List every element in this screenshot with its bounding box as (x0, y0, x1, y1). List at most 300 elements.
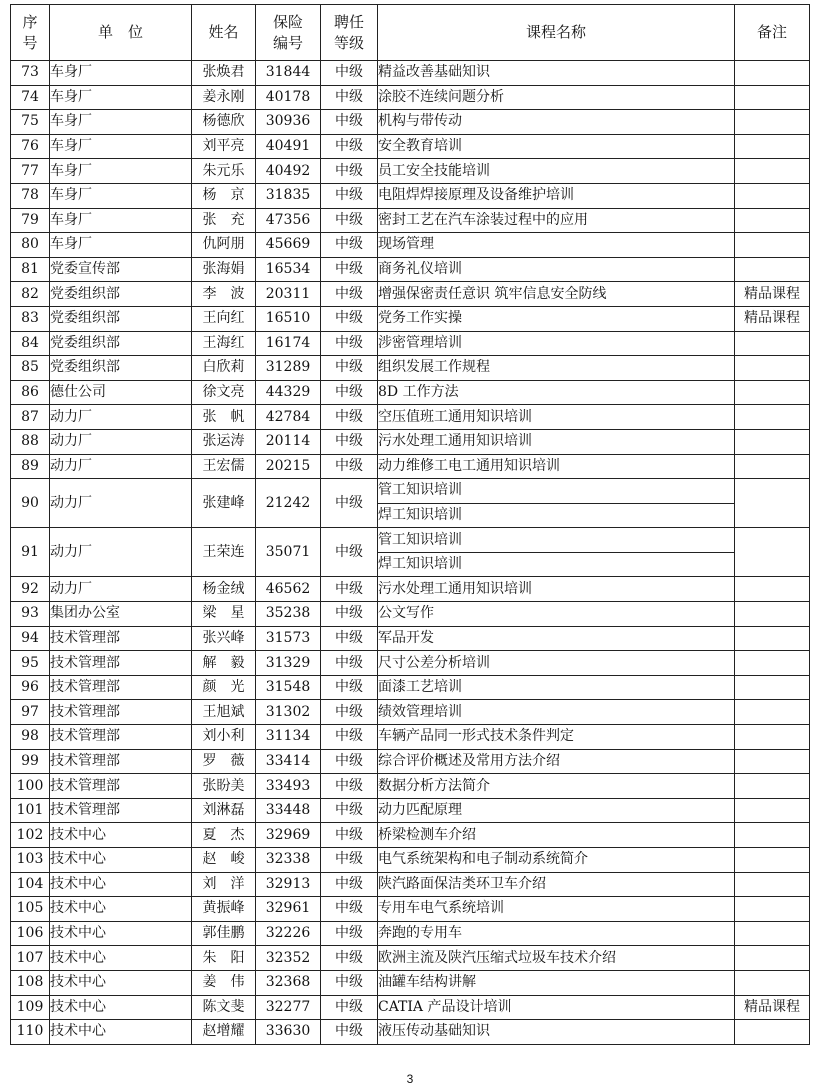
row-course-name: 欧洲主流及陕汽压缩式垃圾车技术介绍 (378, 946, 735, 971)
row-level: 中级 (321, 405, 378, 430)
row-note (735, 454, 810, 479)
table-row (11, 823, 810, 848)
row-insurance-code: 32913 (256, 872, 321, 897)
table-row (11, 602, 810, 627)
row-unit: 车身厂 (50, 183, 192, 208)
row-course-name: 专用车电气系统培训 (378, 897, 735, 922)
row-level: 中级 (321, 1020, 378, 1045)
row-unit: 技术中心 (50, 897, 192, 922)
row-level: 中级 (321, 577, 378, 602)
row-unit: 动力厂 (50, 429, 192, 454)
table-row (11, 331, 810, 356)
row-serial-number: 76 (11, 134, 50, 159)
row-note (735, 970, 810, 995)
row-course-name: 电气系统架构和电子制动系统简介 (378, 848, 735, 873)
row-serial-number: 99 (11, 749, 50, 774)
row-insurance-code: 32226 (256, 921, 321, 946)
row-course-name: 现场管理 (378, 233, 735, 258)
row-insurance-code: 40492 (256, 159, 321, 184)
row-serial-number: 109 (11, 995, 50, 1020)
row-course-name: CATIA 产品设计培训 (378, 995, 735, 1020)
row-level: 中级 (321, 454, 378, 479)
row-level: 中级 (321, 479, 378, 528)
row-note (735, 85, 810, 110)
row-course-name: 综合评价概述及常用方法介绍 (378, 749, 735, 774)
row-unit: 车身厂 (50, 110, 192, 135)
row-insurance-code: 30936 (256, 110, 321, 135)
row-level: 中级 (321, 356, 378, 381)
row-note (735, 651, 810, 676)
row-course-name: 奔跑的专用车 (378, 921, 735, 946)
table-row (11, 380, 810, 405)
row-note: 精品课程 (735, 306, 810, 331)
row-unit: 动力厂 (50, 528, 192, 577)
row-insurance-code: 33448 (256, 798, 321, 823)
row-unit: 动力厂 (50, 405, 192, 430)
row-serial-number: 73 (11, 61, 50, 86)
row-note (735, 183, 810, 208)
table-row (11, 61, 810, 86)
row-unit: 技术管理部 (50, 798, 192, 823)
row-insurance-code: 42784 (256, 405, 321, 430)
row-insurance-code: 31289 (256, 356, 321, 381)
row-serial-number: 107 (11, 946, 50, 971)
row-level: 中级 (321, 921, 378, 946)
row-course-name: 面漆工艺培训 (378, 675, 735, 700)
row-course-name: 组织发展工作规程 (378, 356, 735, 381)
row-serial-number: 104 (11, 872, 50, 897)
row-name: 仇阿朋 (192, 233, 256, 258)
table-row (11, 85, 810, 110)
row-note (735, 749, 810, 774)
row-unit: 德仕公司 (50, 380, 192, 405)
row-course-name: 电阻焊焊接原理及设备维护培训 (378, 183, 735, 208)
row-note (735, 356, 810, 381)
row-unit: 技术管理部 (50, 651, 192, 676)
row-note (735, 528, 810, 577)
row-serial-number: 110 (11, 1020, 50, 1045)
row-level: 中级 (321, 651, 378, 676)
row-name: 张海娟 (192, 257, 256, 282)
row-level: 中级 (321, 380, 378, 405)
row-insurance-code: 31548 (256, 675, 321, 700)
table-row (11, 872, 810, 897)
row-note (735, 208, 810, 233)
row-insurance-code: 33414 (256, 749, 321, 774)
row-insurance-code: 32368 (256, 970, 321, 995)
row-level: 中级 (321, 208, 378, 233)
row-unit: 技术中心 (50, 921, 192, 946)
row-unit: 车身厂 (50, 134, 192, 159)
row-insurance-code: 16510 (256, 306, 321, 331)
row-note (735, 872, 810, 897)
row-level: 中级 (321, 429, 378, 454)
row-level: 中级 (321, 725, 378, 750)
row-note (735, 602, 810, 627)
row-serial-number: 82 (11, 282, 50, 307)
row-insurance-code: 16534 (256, 257, 321, 282)
row-unit: 车身厂 (50, 159, 192, 184)
table-row (11, 626, 810, 651)
row-serial-number: 86 (11, 380, 50, 405)
row-serial-number: 90 (11, 479, 50, 528)
header-course-name: 课程名称 (378, 5, 735, 61)
row-serial-number: 77 (11, 159, 50, 184)
row-serial-number: 94 (11, 626, 50, 651)
row-insurance-code: 33630 (256, 1020, 321, 1045)
row-course-name: 空压值班工通用知识培训 (378, 405, 735, 430)
row-level: 中级 (321, 331, 378, 356)
row-serial-number: 96 (11, 675, 50, 700)
row-serial-number: 85 (11, 356, 50, 381)
row-note (735, 798, 810, 823)
table-body (11, 61, 810, 1045)
row-unit: 技术管理部 (50, 749, 192, 774)
table-row (11, 110, 810, 135)
row-name: 张运涛 (192, 429, 256, 454)
row-name: 张焕君 (192, 61, 256, 86)
table-row (11, 995, 810, 1020)
row-level: 中级 (321, 798, 378, 823)
row-name: 黄振峰 (192, 897, 256, 922)
row-note (735, 946, 810, 971)
row-insurance-code: 31302 (256, 700, 321, 725)
row-unit: 技术中心 (50, 946, 192, 971)
row-course-name: 动力匹配原理 (378, 798, 735, 823)
row-course-name: 尺寸公差分析培训 (378, 651, 735, 676)
row-insurance-code: 31329 (256, 651, 321, 676)
row-note (735, 331, 810, 356)
table-row (11, 749, 810, 774)
row-insurance-code: 20311 (256, 282, 321, 307)
row-name: 王荣连 (192, 528, 256, 577)
table-row (11, 429, 810, 454)
row-serial-number: 101 (11, 798, 50, 823)
row-unit: 党委组织部 (50, 282, 192, 307)
row-unit: 技术管理部 (50, 774, 192, 799)
row-serial-number: 91 (11, 528, 50, 577)
row-serial-number: 100 (11, 774, 50, 799)
row-serial-number: 74 (11, 85, 50, 110)
row-unit: 动力厂 (50, 479, 192, 528)
row-note (735, 700, 810, 725)
row-name: 张 帆 (192, 405, 256, 430)
row-level: 中级 (321, 774, 378, 799)
row-level: 中级 (321, 872, 378, 897)
row-serial-number: 95 (11, 651, 50, 676)
row-course-name: 安全教育培训 (378, 134, 735, 159)
row-name: 刘小利 (192, 725, 256, 750)
row-serial-number: 103 (11, 848, 50, 873)
row-unit: 动力厂 (50, 454, 192, 479)
page-number: 3 (406, 1072, 414, 1086)
table-row (11, 700, 810, 725)
row-unit: 党委组织部 (50, 331, 192, 356)
row-course-name: 液压传动基础知识 (378, 1020, 735, 1045)
row-insurance-code: 31835 (256, 183, 321, 208)
header-note: 备注 (735, 5, 810, 61)
row-serial-number: 88 (11, 429, 50, 454)
row-name: 赵 峻 (192, 848, 256, 873)
row-course-name: 涉密管理培训 (378, 331, 735, 356)
row-level: 中级 (321, 183, 378, 208)
row-name: 刘 洋 (192, 872, 256, 897)
row-unit: 技术中心 (50, 848, 192, 873)
row-serial-number: 102 (11, 823, 50, 848)
row-insurance-code: 16174 (256, 331, 321, 356)
row-course-name: 污水处理工通用知识培训 (378, 429, 735, 454)
row-name: 刘平亮 (192, 134, 256, 159)
row-course-name: 污水处理工通用知识培训 (378, 577, 735, 602)
row-serial-number: 80 (11, 233, 50, 258)
row-insurance-code: 40491 (256, 134, 321, 159)
row-insurance-code: 32352 (256, 946, 321, 971)
row-insurance-code: 31573 (256, 626, 321, 651)
row-level: 中级 (321, 134, 378, 159)
table-row (11, 208, 810, 233)
row-serial-number: 81 (11, 257, 50, 282)
row-level: 中级 (321, 110, 378, 135)
row-level: 中级 (321, 946, 378, 971)
row-unit: 技术管理部 (50, 675, 192, 700)
table-row (11, 356, 810, 381)
row-insurance-code: 31134 (256, 725, 321, 750)
row-unit: 车身厂 (50, 61, 192, 86)
row-course-name: 动力维修工电工通用知识培训 (378, 454, 735, 479)
row-name: 张 充 (192, 208, 256, 233)
table-row (11, 798, 810, 823)
table-row (11, 257, 810, 282)
row-insurance-code: 44329 (256, 380, 321, 405)
row-level: 中级 (321, 602, 378, 627)
table-row (11, 1020, 810, 1045)
row-name: 夏 杰 (192, 823, 256, 848)
table-row (11, 282, 810, 307)
row-level: 中级 (321, 848, 378, 873)
row-course-name: 8D 工作方法 (378, 380, 735, 405)
row-name: 王旭斌 (192, 700, 256, 725)
row-name: 刘淋磊 (192, 798, 256, 823)
row-unit: 党委组织部 (50, 306, 192, 331)
table-row (11, 405, 810, 430)
row-level: 中级 (321, 306, 378, 331)
row-course-name: 油罐车结构讲解 (378, 970, 735, 995)
row-note (735, 921, 810, 946)
row-note (735, 159, 810, 184)
row-course-name: 党务工作实操 (378, 306, 735, 331)
row-name: 王宏儒 (192, 454, 256, 479)
table-row (11, 848, 810, 873)
row-note (735, 257, 810, 282)
row-note (735, 380, 810, 405)
row-serial-number: 78 (11, 183, 50, 208)
row-course-name: 数据分析方法简介 (378, 774, 735, 799)
row-unit: 车身厂 (50, 233, 192, 258)
row-unit: 车身厂 (50, 208, 192, 233)
row-course-name: 管工知识培训 (378, 479, 735, 504)
table-row (11, 528, 810, 553)
row-serial-number: 89 (11, 454, 50, 479)
row-name: 张盼美 (192, 774, 256, 799)
row-insurance-code: 21242 (256, 479, 321, 528)
table-row (11, 233, 810, 258)
row-course-name: 公文写作 (378, 602, 735, 627)
row-name: 杨金绒 (192, 577, 256, 602)
header-unit: 单 位 (50, 5, 192, 61)
row-insurance-code: 35238 (256, 602, 321, 627)
row-name: 杨德欣 (192, 110, 256, 135)
table-row (11, 897, 810, 922)
row-unit: 集团办公室 (50, 602, 192, 627)
course-roster-table (10, 4, 810, 1045)
row-unit: 技术中心 (50, 970, 192, 995)
row-insurance-code: 20114 (256, 429, 321, 454)
row-name: 陈文斐 (192, 995, 256, 1020)
row-insurance-code: 33493 (256, 774, 321, 799)
row-note (735, 110, 810, 135)
row-course-name: 绩效管理培训 (378, 700, 735, 725)
row-unit: 技术管理部 (50, 725, 192, 750)
row-unit: 技术管理部 (50, 700, 192, 725)
row-level: 中级 (321, 159, 378, 184)
row-insurance-code: 32338 (256, 848, 321, 873)
table-row (11, 946, 810, 971)
table-row (11, 970, 810, 995)
row-level: 中级 (321, 823, 378, 848)
row-unit: 技术中心 (50, 1020, 192, 1045)
row-name: 杨 京 (192, 183, 256, 208)
row-course-name: 焊工知识培训 (378, 503, 735, 528)
row-unit: 动力厂 (50, 577, 192, 602)
row-insurance-code: 32969 (256, 823, 321, 848)
row-unit: 党委组织部 (50, 356, 192, 381)
row-name: 罗 薇 (192, 749, 256, 774)
row-name: 姜 伟 (192, 970, 256, 995)
row-serial-number: 84 (11, 331, 50, 356)
row-course-name: 增强保密责任意识 筑牢信息安全防线 (378, 282, 735, 307)
row-level: 中级 (321, 85, 378, 110)
row-serial-number: 105 (11, 897, 50, 922)
table-row (11, 306, 810, 331)
table-row (11, 774, 810, 799)
row-level: 中级 (321, 700, 378, 725)
row-serial-number: 87 (11, 405, 50, 430)
row-note (735, 479, 810, 528)
row-insurance-code: 35071 (256, 528, 321, 577)
row-insurance-code: 32277 (256, 995, 321, 1020)
row-name: 王向红 (192, 306, 256, 331)
row-level: 中级 (321, 626, 378, 651)
row-course-name: 焊工知识培训 (378, 552, 735, 577)
row-course-name: 军品开发 (378, 626, 735, 651)
table-row (11, 725, 810, 750)
row-name: 解 毅 (192, 651, 256, 676)
row-level: 中级 (321, 749, 378, 774)
row-level: 中级 (321, 970, 378, 995)
row-note (735, 823, 810, 848)
row-note (735, 134, 810, 159)
row-serial-number: 106 (11, 921, 50, 946)
row-note (735, 61, 810, 86)
table-header-row (11, 5, 810, 61)
row-unit: 技术管理部 (50, 626, 192, 651)
row-insurance-code: 40178 (256, 85, 321, 110)
row-serial-number: 83 (11, 306, 50, 331)
row-unit: 技术中心 (50, 872, 192, 897)
row-note (735, 233, 810, 258)
row-insurance-code: 47356 (256, 208, 321, 233)
table-row (11, 454, 810, 479)
row-level: 中级 (321, 233, 378, 258)
row-note: 精品课程 (735, 282, 810, 307)
row-note (735, 577, 810, 602)
row-note (735, 897, 810, 922)
table-row (11, 651, 810, 676)
row-unit: 车身厂 (50, 85, 192, 110)
row-name: 白欣莉 (192, 356, 256, 381)
row-insurance-code: 20215 (256, 454, 321, 479)
row-course-name: 商务礼仪培训 (378, 257, 735, 282)
header-insurance-code: 保险 编号 (256, 5, 321, 61)
row-insurance-code: 31844 (256, 61, 321, 86)
row-name: 朱 阳 (192, 946, 256, 971)
row-level: 中级 (321, 897, 378, 922)
row-note (735, 1020, 810, 1045)
row-level: 中级 (321, 257, 378, 282)
row-level: 中级 (321, 675, 378, 700)
table-row (11, 159, 810, 184)
row-name: 李 波 (192, 282, 256, 307)
row-name: 徐文亮 (192, 380, 256, 405)
row-name: 颜 光 (192, 675, 256, 700)
row-serial-number: 97 (11, 700, 50, 725)
row-unit: 党委宣传部 (50, 257, 192, 282)
table-row (11, 921, 810, 946)
row-course-name: 机构与带传动 (378, 110, 735, 135)
row-name: 赵增耀 (192, 1020, 256, 1045)
header-appointment-level: 聘任 等级 (321, 5, 378, 61)
row-note: 精品课程 (735, 995, 810, 1020)
row-level: 中级 (321, 61, 378, 86)
table-row (11, 479, 810, 504)
row-serial-number: 79 (11, 208, 50, 233)
row-serial-number: 92 (11, 577, 50, 602)
table-row (11, 577, 810, 602)
row-name: 梁 星 (192, 602, 256, 627)
row-serial-number: 93 (11, 602, 50, 627)
row-name: 姜永刚 (192, 85, 256, 110)
row-serial-number: 75 (11, 110, 50, 135)
row-serial-number: 108 (11, 970, 50, 995)
row-note (735, 405, 810, 430)
row-level: 中级 (321, 528, 378, 577)
table-row (11, 675, 810, 700)
row-course-name: 管工知识培训 (378, 528, 735, 553)
row-unit: 技术中心 (50, 823, 192, 848)
row-name: 张建峰 (192, 479, 256, 528)
row-course-name: 桥梁检测车介绍 (378, 823, 735, 848)
row-insurance-code: 46562 (256, 577, 321, 602)
header-serial-number: 序 号 (11, 5, 50, 61)
row-course-name: 涂胶不连续问题分析 (378, 85, 735, 110)
row-unit: 技术中心 (50, 995, 192, 1020)
row-note (735, 626, 810, 651)
row-note (735, 848, 810, 873)
row-insurance-code: 45669 (256, 233, 321, 258)
header-name: 姓名 (192, 5, 256, 61)
row-name: 张兴峰 (192, 626, 256, 651)
row-note (735, 725, 810, 750)
